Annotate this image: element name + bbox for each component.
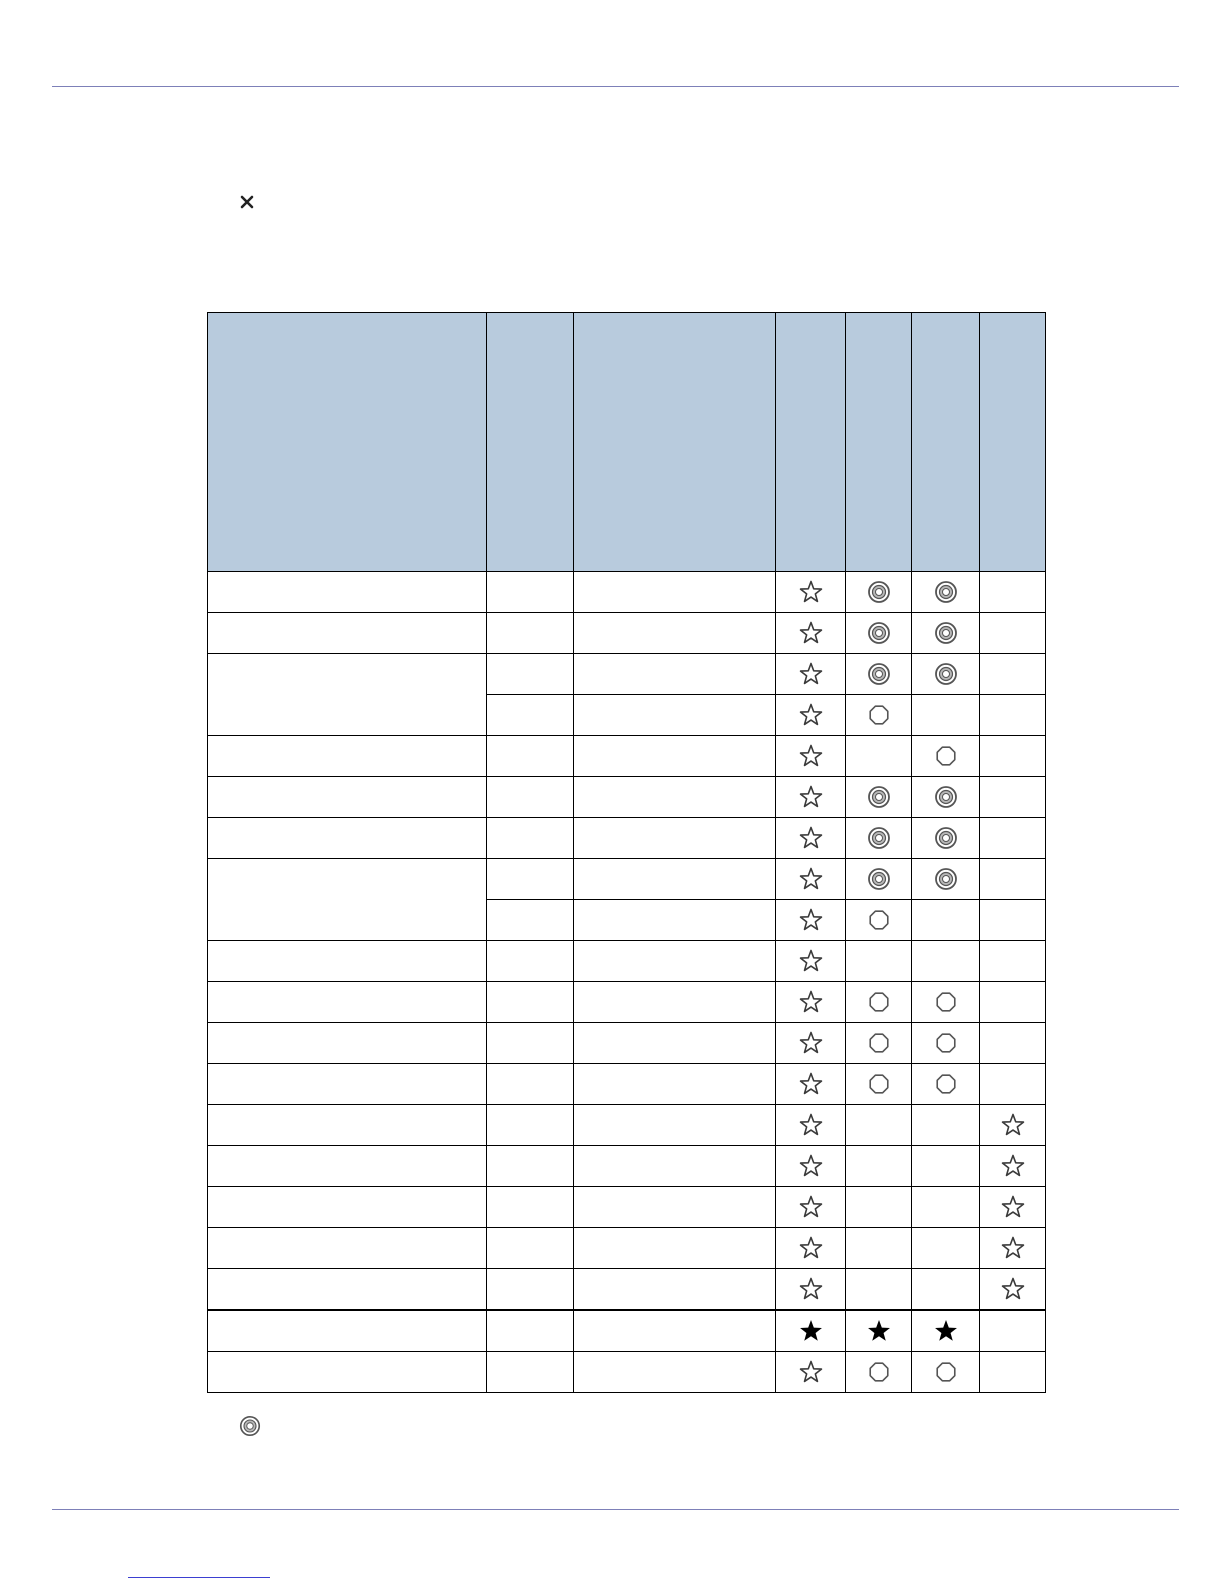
symbol-cell bbox=[776, 695, 846, 736]
symbol-cell bbox=[980, 818, 1046, 859]
symbol-cell bbox=[912, 941, 980, 982]
symbol-cell bbox=[980, 859, 1046, 900]
row-desc-cell bbox=[574, 777, 776, 818]
symbol-cell bbox=[776, 613, 846, 654]
double-circle-icon bbox=[933, 661, 959, 687]
star-outline-icon bbox=[798, 784, 824, 810]
row-sub-cell bbox=[487, 1105, 574, 1146]
row-label-cell bbox=[208, 859, 487, 941]
row-label-cell bbox=[208, 1105, 487, 1146]
symbol-cell bbox=[912, 695, 980, 736]
table-row bbox=[208, 941, 1046, 982]
double-circle-icon bbox=[866, 825, 892, 851]
double-circle-icon bbox=[933, 825, 959, 851]
symbol-cell bbox=[980, 572, 1046, 613]
symbol-cell bbox=[912, 654, 980, 695]
octagon-icon bbox=[933, 743, 959, 769]
header-cell bbox=[846, 313, 912, 572]
octagon-icon bbox=[866, 1030, 892, 1056]
header-cell bbox=[980, 313, 1046, 572]
symbol-cell bbox=[846, 1146, 912, 1187]
table-row bbox=[208, 572, 1046, 613]
table-row bbox=[208, 1023, 1046, 1064]
symbol-cell bbox=[912, 572, 980, 613]
row-label-cell bbox=[208, 1187, 487, 1228]
symbol-cell bbox=[776, 1352, 846, 1393]
star-outline-icon bbox=[798, 1030, 824, 1056]
row-desc-cell bbox=[574, 654, 776, 695]
symbol-cell bbox=[912, 1023, 980, 1064]
symbol-cell bbox=[912, 1269, 980, 1311]
symbol-cell bbox=[846, 1064, 912, 1105]
footer-link-underline[interactable] bbox=[128, 1577, 270, 1578]
table-row bbox=[208, 818, 1046, 859]
symbol-cell bbox=[776, 654, 846, 695]
row-label-cell bbox=[208, 941, 487, 982]
symbol-cell bbox=[776, 982, 846, 1023]
row-desc-cell bbox=[574, 1228, 776, 1269]
symbol-cell bbox=[846, 982, 912, 1023]
symbol-cell bbox=[846, 941, 912, 982]
double-circle-icon bbox=[866, 784, 892, 810]
star-filled-icon bbox=[933, 1318, 959, 1344]
row-sub-cell bbox=[487, 1310, 574, 1352]
star-filled-icon bbox=[798, 1318, 824, 1344]
symbol-cell bbox=[776, 900, 846, 941]
table-row bbox=[208, 777, 1046, 818]
symbol-cell bbox=[912, 1064, 980, 1105]
row-desc-cell bbox=[574, 695, 776, 736]
table-row bbox=[208, 982, 1046, 1023]
row-desc-cell bbox=[574, 1187, 776, 1228]
star-outline-icon bbox=[798, 866, 824, 892]
symbol-cell bbox=[846, 1269, 912, 1311]
symbol-cell bbox=[980, 982, 1046, 1023]
symbol-cell bbox=[912, 900, 980, 941]
symbol-cell bbox=[980, 1228, 1046, 1269]
row-sub-cell bbox=[487, 572, 574, 613]
row-sub-cell bbox=[487, 736, 574, 777]
star-outline-icon bbox=[798, 1276, 824, 1302]
row-sub-cell bbox=[487, 777, 574, 818]
header-cell bbox=[912, 313, 980, 572]
double-circle-icon bbox=[238, 1414, 262, 1438]
symbol-cell bbox=[846, 1352, 912, 1393]
symbol-cell bbox=[912, 1310, 980, 1352]
row-desc-cell bbox=[574, 736, 776, 777]
symbol-cell bbox=[846, 1228, 912, 1269]
symbol-cell bbox=[846, 654, 912, 695]
symbol-cell bbox=[846, 1023, 912, 1064]
row-desc-cell bbox=[574, 818, 776, 859]
header-cell bbox=[776, 313, 846, 572]
symbol-cell bbox=[912, 818, 980, 859]
star-outline-icon bbox=[798, 989, 824, 1015]
star-outline-icon bbox=[1000, 1194, 1026, 1220]
row-label-cell bbox=[208, 777, 487, 818]
symbol-cell bbox=[846, 859, 912, 900]
row-sub-cell bbox=[487, 1269, 574, 1311]
symbol-cell bbox=[776, 1228, 846, 1269]
symbol-cell bbox=[776, 1187, 846, 1228]
star-filled-icon bbox=[866, 1318, 892, 1344]
symbol-cell bbox=[846, 900, 912, 941]
row-sub-cell bbox=[487, 1352, 574, 1393]
row-sub-cell bbox=[487, 654, 574, 695]
row-sub-cell bbox=[487, 941, 574, 982]
star-outline-icon bbox=[1000, 1153, 1026, 1179]
star-outline-icon bbox=[798, 1235, 824, 1261]
star-outline-icon bbox=[798, 1359, 824, 1385]
symbol-cell bbox=[912, 1352, 980, 1393]
octagon-icon bbox=[866, 989, 892, 1015]
function-support-table bbox=[207, 312, 1046, 1393]
symbol-cell bbox=[776, 1146, 846, 1187]
header-cell bbox=[574, 313, 776, 572]
double-circle-icon bbox=[933, 620, 959, 646]
symbol-cell bbox=[846, 572, 912, 613]
row-desc-cell bbox=[574, 900, 776, 941]
star-outline-icon bbox=[798, 907, 824, 933]
symbol-cell bbox=[776, 818, 846, 859]
table-body bbox=[208, 572, 1046, 1393]
row-sub-cell bbox=[487, 1228, 574, 1269]
symbol-cell bbox=[846, 695, 912, 736]
star-outline-icon bbox=[1000, 1235, 1026, 1261]
row-label-cell bbox=[208, 1023, 487, 1064]
row-label-cell bbox=[208, 1064, 487, 1105]
row-desc-cell bbox=[574, 941, 776, 982]
row-desc-cell bbox=[574, 613, 776, 654]
close-x-icon bbox=[238, 193, 256, 211]
table-row bbox=[208, 654, 1046, 695]
double-circle-icon bbox=[866, 620, 892, 646]
footer-rule bbox=[52, 1509, 1179, 1510]
star-outline-icon bbox=[798, 1071, 824, 1097]
symbol-cell bbox=[980, 1187, 1046, 1228]
double-circle-icon bbox=[866, 579, 892, 605]
row-sub-cell bbox=[487, 695, 574, 736]
symbol-cell bbox=[912, 859, 980, 900]
symbol-cell bbox=[846, 777, 912, 818]
symbol-cell bbox=[846, 1310, 912, 1352]
double-circle-icon bbox=[866, 661, 892, 687]
table-row bbox=[208, 1352, 1046, 1393]
table-row bbox=[208, 1105, 1046, 1146]
star-outline-icon bbox=[798, 579, 824, 605]
octagon-icon bbox=[866, 907, 892, 933]
row-label-cell bbox=[208, 572, 487, 613]
symbol-cell bbox=[846, 613, 912, 654]
symbol-cell bbox=[980, 777, 1046, 818]
symbol-cell bbox=[776, 1105, 846, 1146]
table-row bbox=[208, 1187, 1046, 1228]
star-outline-icon bbox=[798, 1194, 824, 1220]
symbol-cell bbox=[980, 1105, 1046, 1146]
table-row bbox=[208, 1064, 1046, 1105]
symbol-cell bbox=[980, 1269, 1046, 1311]
row-desc-cell bbox=[574, 1146, 776, 1187]
star-outline-icon bbox=[798, 702, 824, 728]
row-sub-cell bbox=[487, 859, 574, 900]
star-outline-icon bbox=[1000, 1276, 1026, 1302]
row-label-cell bbox=[208, 736, 487, 777]
symbol-cell bbox=[980, 1310, 1046, 1352]
star-outline-icon bbox=[798, 743, 824, 769]
symbol-cell bbox=[912, 1187, 980, 1228]
star-outline-icon bbox=[798, 948, 824, 974]
symbol-cell bbox=[912, 613, 980, 654]
symbol-cell bbox=[776, 1310, 846, 1352]
symbol-cell bbox=[912, 1146, 980, 1187]
row-desc-cell bbox=[574, 1064, 776, 1105]
row-desc-cell bbox=[574, 1105, 776, 1146]
symbol-cell bbox=[912, 736, 980, 777]
row-label-cell bbox=[208, 982, 487, 1023]
header-cell bbox=[487, 313, 574, 572]
symbol-cell bbox=[980, 1352, 1046, 1393]
table-row bbox=[208, 1146, 1046, 1187]
row-desc-cell bbox=[574, 1269, 776, 1311]
symbol-cell bbox=[980, 1023, 1046, 1064]
octagon-icon bbox=[866, 702, 892, 728]
row-sub-cell bbox=[487, 1187, 574, 1228]
row-label-cell bbox=[208, 654, 487, 736]
star-outline-icon bbox=[798, 825, 824, 851]
row-label-cell bbox=[208, 1269, 487, 1311]
table-row bbox=[208, 613, 1046, 654]
header-cell bbox=[208, 313, 487, 572]
symbol-cell bbox=[980, 1146, 1046, 1187]
row-label-cell bbox=[208, 1310, 487, 1352]
row-label-cell bbox=[208, 1352, 487, 1393]
row-desc-cell bbox=[574, 859, 776, 900]
double-circle-icon bbox=[866, 866, 892, 892]
row-sub-cell bbox=[487, 1064, 574, 1105]
table-row bbox=[208, 1269, 1046, 1311]
symbol-cell bbox=[912, 1105, 980, 1146]
row-desc-cell bbox=[574, 1023, 776, 1064]
symbol-cell bbox=[776, 1023, 846, 1064]
symbol-cell bbox=[980, 1064, 1046, 1105]
octagon-icon bbox=[866, 1359, 892, 1385]
symbol-cell bbox=[776, 572, 846, 613]
header-rule bbox=[52, 86, 1179, 87]
row-desc-cell bbox=[574, 572, 776, 613]
symbol-cell bbox=[980, 941, 1046, 982]
row-sub-cell bbox=[487, 1146, 574, 1187]
symbol-cell bbox=[776, 859, 846, 900]
row-label-cell bbox=[208, 613, 487, 654]
octagon-icon bbox=[933, 1071, 959, 1097]
octagon-icon bbox=[933, 989, 959, 1015]
octagon-icon bbox=[866, 1071, 892, 1097]
symbol-cell bbox=[980, 900, 1046, 941]
symbol-cell bbox=[846, 818, 912, 859]
star-outline-icon bbox=[798, 1153, 824, 1179]
double-circle-icon bbox=[933, 866, 959, 892]
symbol-cell bbox=[846, 1187, 912, 1228]
symbol-cell bbox=[846, 1105, 912, 1146]
row-sub-cell bbox=[487, 900, 574, 941]
symbol-cell bbox=[980, 654, 1046, 695]
table-row bbox=[208, 736, 1046, 777]
star-outline-icon bbox=[798, 1112, 824, 1138]
row-sub-cell bbox=[487, 982, 574, 1023]
symbol-cell bbox=[776, 777, 846, 818]
row-desc-cell bbox=[574, 1310, 776, 1352]
star-outline-icon bbox=[798, 661, 824, 687]
symbol-cell bbox=[980, 613, 1046, 654]
table-row bbox=[208, 1228, 1046, 1269]
row-label-cell bbox=[208, 818, 487, 859]
symbol-cell bbox=[980, 736, 1046, 777]
octagon-icon bbox=[933, 1359, 959, 1385]
symbol-cell bbox=[846, 736, 912, 777]
row-desc-cell bbox=[574, 1352, 776, 1393]
row-sub-cell bbox=[487, 1023, 574, 1064]
row-label-cell bbox=[208, 1146, 487, 1187]
symbol-cell bbox=[912, 982, 980, 1023]
symbol-cell bbox=[776, 941, 846, 982]
row-sub-cell bbox=[487, 613, 574, 654]
double-circle-icon bbox=[933, 784, 959, 810]
octagon-icon bbox=[933, 1030, 959, 1056]
star-outline-icon bbox=[798, 620, 824, 646]
symbol-cell bbox=[776, 1064, 846, 1105]
star-outline-icon bbox=[1000, 1112, 1026, 1138]
symbol-cell bbox=[912, 777, 980, 818]
symbol-cell bbox=[776, 1269, 846, 1311]
table-row bbox=[208, 1310, 1046, 1352]
symbol-cell bbox=[980, 695, 1046, 736]
row-desc-cell bbox=[574, 982, 776, 1023]
table-row bbox=[208, 859, 1046, 900]
table-header-row bbox=[208, 313, 1046, 572]
double-circle-icon bbox=[933, 579, 959, 605]
row-sub-cell bbox=[487, 818, 574, 859]
row-label-cell bbox=[208, 1228, 487, 1269]
symbol-cell bbox=[776, 736, 846, 777]
symbol-cell bbox=[912, 1228, 980, 1269]
